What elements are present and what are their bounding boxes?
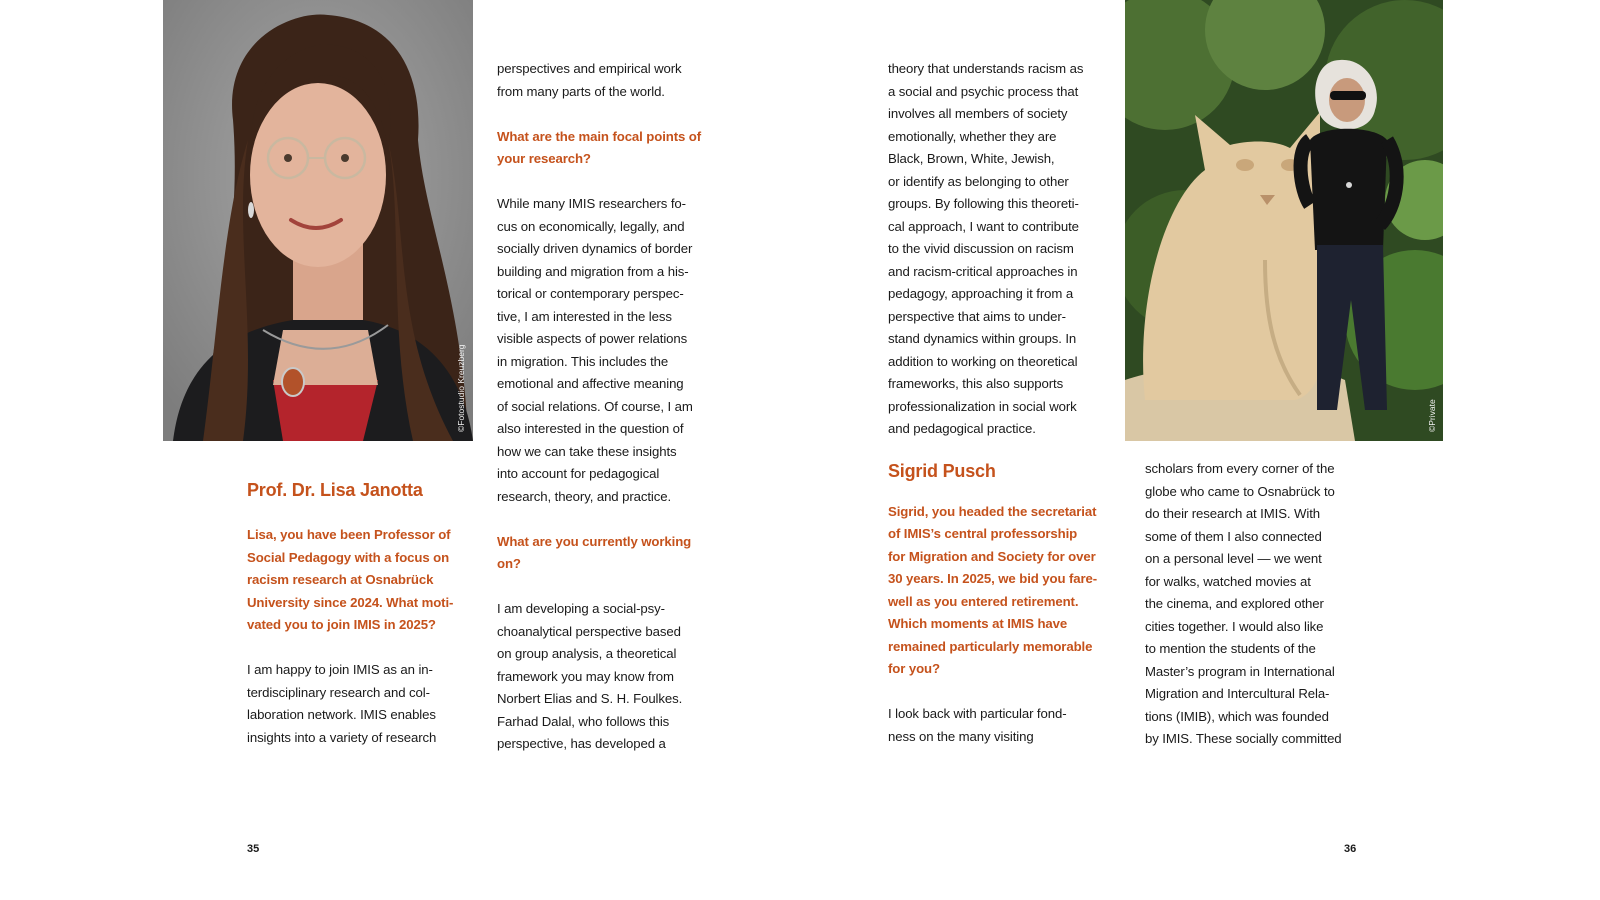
- line: on group analysis, a theoretical: [497, 646, 677, 661]
- line: cities together. I would also like: [1145, 618, 1324, 634]
- line: some of them I also connected: [1145, 528, 1322, 544]
- left-column-2: [497, 58, 717, 756]
- line: I am happy to join IMIS as an in-: [247, 662, 433, 677]
- line: Farhad Dalal, who follows this: [497, 713, 670, 729]
- line: Migration and Intercultural Rela-: [1145, 686, 1330, 701]
- page-number-right: 36: [1344, 843, 1357, 855]
- line: do their research at IMIS. With: [1145, 506, 1320, 521]
- line: tive, I am interested in the less: [497, 308, 672, 324]
- line: laboration network. IMIS enables: [247, 707, 436, 722]
- portrait-illustration: [163, 0, 473, 441]
- answer-join-imis-continued: [497, 58, 717, 103]
- line: well as you entered retirement.: [888, 593, 1079, 609]
- line: I am developing a social-psy-: [497, 601, 665, 616]
- line: theory that understands racism as: [888, 61, 1084, 76]
- line: for you?: [888, 661, 940, 676]
- line: and racism-critical approaches in: [888, 263, 1078, 279]
- line: vated you to join IMIS in 2025?: [247, 617, 436, 632]
- line: for walks, watched movies at: [1145, 573, 1311, 589]
- line: for Migration and Society for over: [888, 548, 1096, 564]
- line: Lisa, you have been Professor of: [247, 527, 451, 542]
- line: of social relations. Of course, I am: [497, 398, 693, 414]
- line: emotional and affective meaning: [497, 376, 684, 391]
- line: terdisciplinary research and col-: [247, 684, 430, 700]
- line: into account for pedagogical: [497, 466, 660, 481]
- garden-illustration: [1125, 0, 1443, 441]
- portrait-photo-lisa-janotta: [163, 0, 473, 441]
- line: I look back with particular fond-: [888, 706, 1067, 721]
- line: how we can take these insights: [497, 443, 677, 459]
- line: Sigrid, you headed the secretariat: [888, 503, 1097, 519]
- left-column-1: [247, 478, 467, 749]
- line: Which moments at IMIS have: [888, 616, 1068, 631]
- answer-memorable-moments: [888, 703, 1108, 748]
- line: Black, Brown, White, Jewish,: [888, 151, 1055, 166]
- line: perspectives and empirical work: [497, 61, 682, 76]
- line: globe who came to Osnabrück to: [1145, 483, 1335, 499]
- answer-memorable-moments-continued: [1145, 458, 1365, 751]
- line: cus on economically, legally, and: [497, 218, 685, 234]
- line: emotionally, whether they are: [888, 128, 1057, 144]
- line: tions (IMIB), which was founded: [1145, 708, 1329, 724]
- page-number-left: 35: [247, 843, 260, 855]
- line: socially driven dynamics of border: [497, 241, 693, 256]
- line: frameworks, this also supports: [888, 376, 1064, 391]
- answer-current-work-continued: [888, 58, 1108, 441]
- line: Master’s program in International: [1145, 663, 1335, 679]
- person-name-lisa-janotta: Prof. Dr. Lisa Janotta: [247, 480, 423, 500]
- question-focal-points: [497, 126, 717, 171]
- line: insights into a variety of research: [247, 729, 437, 745]
- line: by IMIS. These socially committed: [1145, 731, 1342, 746]
- person-name-sigrid-pusch: Sigrid Pusch: [888, 460, 996, 481]
- line: involves all members of society: [888, 106, 1068, 121]
- line: also interested in the question of: [497, 421, 684, 436]
- line: torical or contemporary perspec-: [497, 286, 684, 301]
- line: building and migration from a his-: [497, 263, 689, 279]
- line: What are you currently working: [497, 533, 692, 549]
- question-join-imis: [247, 524, 467, 637]
- line: cal approach, I want to contribute: [888, 218, 1079, 234]
- line: framework you may know from: [497, 668, 674, 684]
- question-memorable-moments: [888, 501, 1108, 681]
- line: your research?: [497, 151, 591, 166]
- photo-credit-right: ©Private: [1427, 399, 1437, 432]
- line: the cinema, and explored other: [1145, 596, 1324, 611]
- line: research, theory, and practice.: [497, 488, 672, 504]
- right-column-1: [888, 58, 1108, 748]
- line: addition to working on theoretical: [888, 353, 1078, 369]
- line: perspective that aims to under-: [888, 308, 1066, 324]
- line: 30 years. In 2025, we bid you fare-: [888, 571, 1098, 586]
- line: on a personal level — we went: [1145, 551, 1322, 566]
- line: What are the main focal points of: [497, 128, 702, 144]
- line: scholars from every corner of the: [1145, 461, 1335, 476]
- line: visible aspects of power relations: [497, 331, 688, 346]
- photo-sigrid-pusch-with-cat-statue: [1125, 0, 1443, 441]
- line: While many IMIS researchers fo-: [497, 196, 686, 211]
- line: in migration. This includes the: [497, 353, 669, 369]
- line: a social and psychic process that: [888, 83, 1079, 99]
- line: groups. By following this theoreti-: [888, 196, 1079, 211]
- line: to the vivid discussion on racism: [888, 241, 1074, 256]
- line: remained particularly memorable: [888, 638, 1093, 654]
- line: on?: [497, 556, 521, 571]
- line: choanalytical perspective based: [497, 623, 681, 639]
- line: racism research at Osnabrück: [247, 572, 434, 587]
- line: stand dynamics within groups. In: [888, 331, 1077, 346]
- line: professionalization in social work: [888, 398, 1077, 414]
- answer-current-work: [497, 598, 717, 756]
- line: pedagogy, approaching it from a: [888, 286, 1074, 301]
- question-current-work: [497, 531, 717, 576]
- line: to mention the students of the: [1145, 641, 1316, 656]
- answer-focal-points: [497, 193, 717, 508]
- right-column-2: [1145, 458, 1365, 751]
- line: Norbert Elias and S. H. Foulkes.: [497, 691, 683, 706]
- answer-join-imis: [247, 659, 467, 749]
- photo-credit-left: ©Fotostudio Kreuzberg: [456, 344, 466, 432]
- line: and pedagogical practice.: [888, 421, 1036, 436]
- line: Social Pedagogy with a focus on: [247, 549, 450, 565]
- line: ness on the many visiting: [888, 728, 1034, 744]
- line: University since 2024. What moti-: [247, 594, 454, 610]
- line: of IMIS’s central professorship: [888, 526, 1078, 541]
- line: perspective, has developed a: [497, 736, 666, 751]
- line: or identify as belonging to other: [888, 173, 1069, 189]
- line: from many parts of the world.: [497, 83, 665, 99]
